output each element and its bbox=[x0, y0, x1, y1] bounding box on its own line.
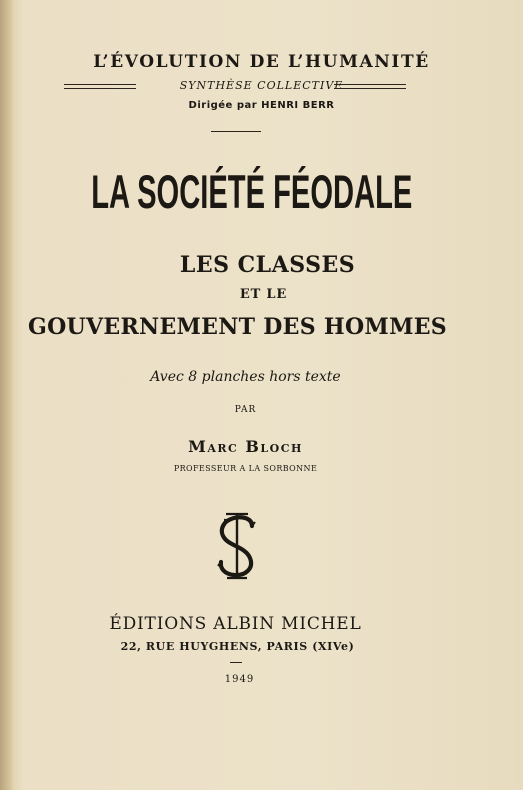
page-gutter-shadow bbox=[0, 0, 14, 790]
author-role: PROFESSEUR A LA SORBONNE bbox=[173, 464, 318, 473]
publication-year: 1949 bbox=[224, 674, 255, 685]
book-subtitle-line-1: LES CLASSES bbox=[179, 252, 356, 278]
publisher-address: 22, RUE HUYGHENS, PARIS (XIVe) bbox=[120, 640, 355, 653]
author-name-text: Marc Bloch bbox=[188, 437, 303, 456]
book-title: LA SOCIÉTÉ FÉODALE bbox=[91, 165, 413, 218]
publisher-name: ÉDITIONS ALBIN MICHEL bbox=[109, 614, 362, 634]
book-subtitle-line-2: ET LE bbox=[239, 287, 288, 302]
series-editor: Dirigée par HENRI BERR bbox=[188, 100, 335, 111]
author-name bbox=[0, 437, 507, 456]
series-subtitle: SYNTHÈSE COLLECTIVE bbox=[179, 79, 344, 92]
series-title: L’ÉVOLUTION DE L’HUMANITÉ bbox=[93, 52, 430, 72]
publisher-monogram-icon bbox=[212, 512, 260, 580]
short-divider bbox=[211, 131, 261, 132]
tiny-divider bbox=[230, 662, 242, 663]
double-rule-right bbox=[334, 84, 406, 89]
by-label: PAR bbox=[234, 405, 257, 415]
plates-note: Avec 8 planches hors texte bbox=[150, 369, 341, 385]
book-subtitle-line-3: GOUVERNEMENT DES HOMMES bbox=[27, 314, 447, 340]
